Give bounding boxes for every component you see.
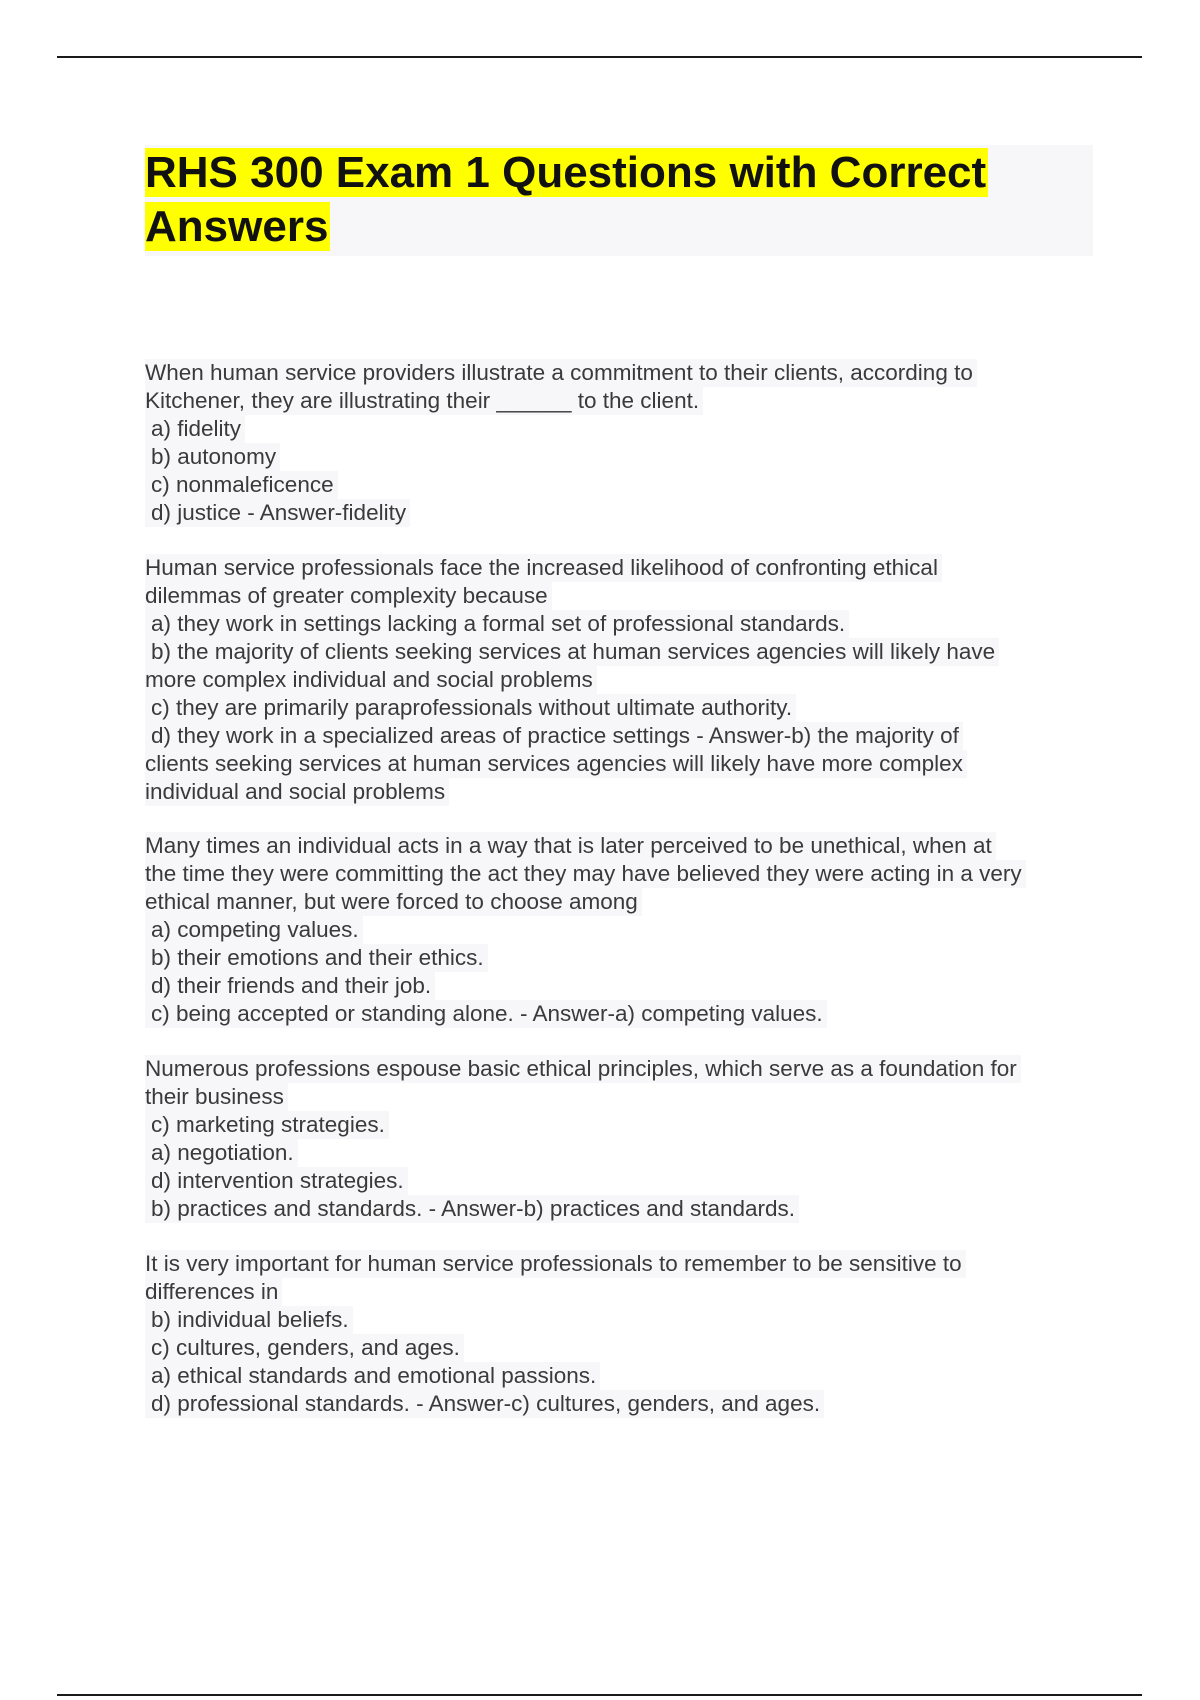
answer-option: c) cultures, genders, and ages. (145, 1334, 464, 1362)
answer-option: d) justice - Answer-fidelity (145, 499, 410, 527)
question-text: dilemmas of greater complexity because (145, 582, 552, 610)
page-title-line-2 (145, 200, 330, 254)
answer-option: c) marketing strategies. (145, 1111, 389, 1139)
answer-option: c) being accepted or standing alone. - Answer-a) competing values. (145, 1000, 827, 1028)
question-text: Numerous professions espouse basic ethical principles, which serve as a foundation for (145, 1055, 1021, 1083)
answer-option: a) competing values. (145, 916, 363, 944)
answer-option: b) their emotions and their ethics. (145, 944, 488, 972)
title-highlight-2: Answers (145, 202, 329, 251)
question-block-4 (145, 1055, 1095, 1223)
question-text: ethical manner, but were forced to choose among (145, 888, 642, 916)
answer-option: b) practices and standards. - Answer-b) practices and standards. (145, 1195, 799, 1223)
answer-option: a) they work in settings lacking a formal set of professional standards. (145, 610, 849, 638)
answer-option: c) they are primarily paraprofessionals without ultimate authority. (145, 694, 796, 722)
question-text: Human service professionals face the increased likelihood of confronting ethical (145, 554, 942, 582)
question-text: differences in (145, 1278, 282, 1306)
answer-option: d) intervention strategies. (145, 1167, 408, 1195)
question-block-5 (145, 1250, 1095, 1418)
answer-option: a) negotiation. (145, 1139, 298, 1167)
question-block-2 (145, 554, 1095, 806)
header-rule (57, 56, 1142, 58)
answer-option: d) professional standards. - Answer-c) cultures, genders, and ages. (145, 1390, 824, 1418)
answer-option: b) individual beliefs. (145, 1306, 353, 1334)
title-highlight-1: RHS 300 Exam 1 Questions with Correct (145, 148, 987, 197)
question-text: their business (145, 1083, 288, 1111)
page-title-line-1 (145, 146, 988, 200)
question-text: Kitchener, they are illustrating their ______ to the client. (145, 387, 703, 415)
answer-option: a) ethical standards and emotional passions. (145, 1362, 600, 1390)
question-block-3 (145, 832, 1095, 1028)
answer-option: c) nonmaleficence (145, 471, 338, 499)
answer-option: b) the majority of clients seeking services at human services agencies will likely have (145, 638, 999, 666)
answer-option-continued: clients seeking services at human services agencies will likely have more complex (145, 750, 967, 778)
question-text: When human service providers illustrate a commitment to their clients, according to (145, 359, 977, 387)
question-text: It is very important for human service professionals to remember to be sensitive to (145, 1250, 966, 1278)
question-block-1 (145, 359, 1095, 527)
answer-option: b) autonomy (145, 443, 280, 471)
answer-option-continued: individual and social problems (145, 778, 449, 806)
answer-option: d) they work in a specialized areas of practice settings - Answer-b) the majority of (145, 722, 963, 750)
footer-rule (57, 1694, 1142, 1696)
answer-option: d) their friends and their job. (145, 972, 435, 1000)
question-text: the time they were committing the act they may have believed they were acting in a very (145, 860, 1026, 888)
question-text: Many times an individual acts in a way that is later perceived to be unethical, when at (145, 832, 996, 860)
answer-option: a) fidelity (145, 415, 245, 443)
answer-option-continued: more complex individual and social problems (145, 666, 597, 694)
